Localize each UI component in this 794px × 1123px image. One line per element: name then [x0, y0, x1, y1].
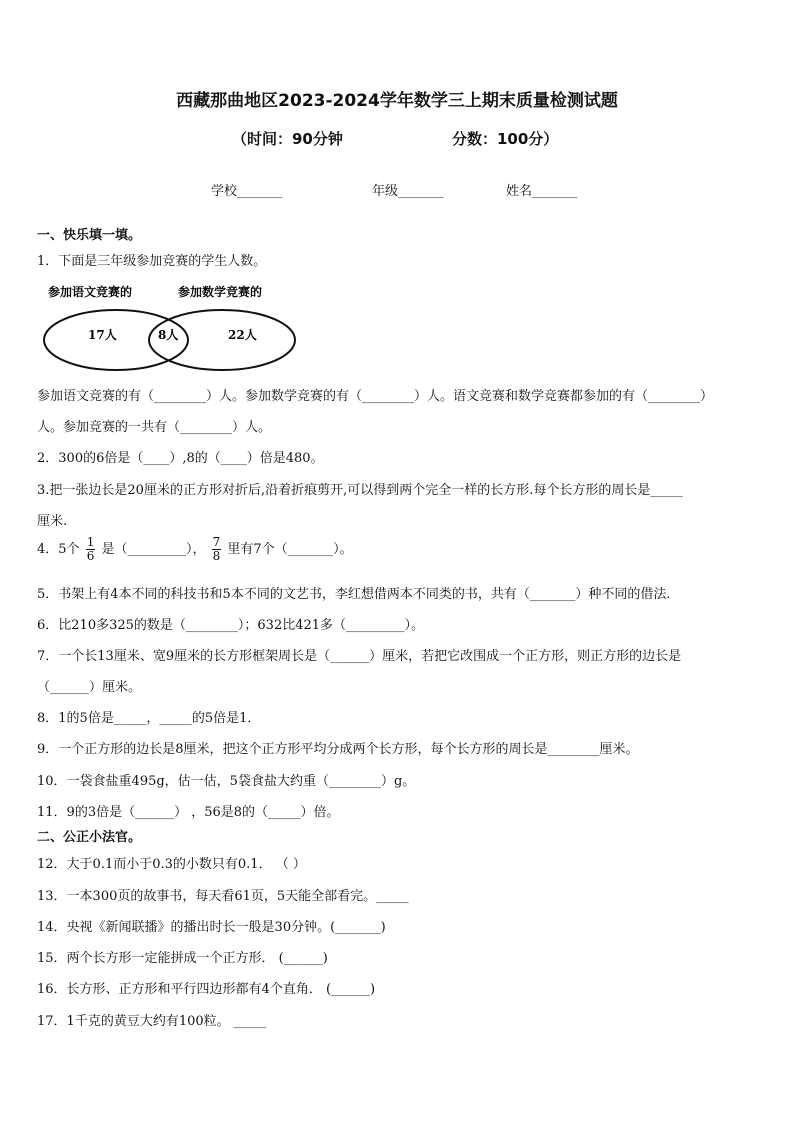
question-14: 14．央视《新闻联播》的播出时长一般是30分钟。(_______) — [37, 920, 386, 935]
question-6: 6．比210多325的数是（________）；632比421多（_________）。 — [37, 618, 425, 633]
grade-field: 年级_______ — [372, 184, 444, 199]
fraction-seven-eighths — [212, 536, 222, 563]
question-11: 11．9的3倍是（______） ，56是8的（_____）倍。 — [37, 805, 340, 820]
section-heading-fill: 一、快乐填一填。 — [37, 228, 142, 243]
question-1: 1．下面是三年级参加竞赛的学生人数。 — [37, 254, 267, 269]
school-field: 学校_______ — [211, 184, 283, 199]
question-1-blanks-line1: 参加语文竞赛的有（________）人。参加数学竞赛的有（________）人。语文竞赛和数学竞赛都参加的有（________） — [37, 389, 714, 404]
fraction-numerator: 1 — [86, 535, 95, 549]
exam-time: （时间：90分钟 — [232, 130, 343, 148]
question-3-line2: 厘米. — [37, 514, 68, 529]
question-8: 8．1的5倍是_____，_____的5倍是1． — [37, 711, 261, 726]
question-17: 17．1千克的黄豆大约有100粒。 _____ — [37, 1014, 267, 1029]
question-1-blanks-line2: 人。参加竞赛的一共有（________）人。 — [37, 420, 272, 435]
venn-diagram — [38, 280, 308, 376]
question-5: 5．书架上有4本不同的科技书和5本不同的文艺书，李红想借两本不同类的书，共有（_______）种不同的借法． — [37, 587, 680, 602]
question-13: 13．一本300页的故事书，每天看61页，5天能全部看完。_____ — [37, 889, 409, 904]
question-7-line2: （______）厘米。 — [37, 680, 142, 695]
fraction-numerator: 7 — [212, 535, 221, 549]
question-2: 2．300的6倍是（____）,8的（____）倍是480。 — [37, 451, 324, 466]
venn-label-left: 参加语文竞赛的 — [48, 285, 133, 299]
question-9: 9．一个正方形的边长是8厘米，把这个正方形平均分成两个长方形，每个长方形的周长是________厘米。 — [37, 742, 639, 757]
question-4-part-a: 4．5个 — [37, 542, 80, 557]
question-15: 15．两个长方形一定能拼成一个正方形． (______) — [37, 951, 328, 966]
question-12: 12．大于0.1而小于0.3的小数只有0.1． （ ） — [37, 857, 306, 872]
venn-both: 8人 — [158, 328, 179, 342]
venn-left-only: 17人 — [88, 328, 117, 342]
venn-label-right: 参加数学竞赛的 — [178, 285, 263, 299]
question-4-part-b: 是（_________）， — [101, 542, 206, 557]
fraction-one-sixth — [86, 536, 96, 563]
question-10: 10．一袋食盐重495g，估一估，5袋食盐大约重（________）g。 — [37, 774, 416, 789]
exam-score: 分数：100分） — [452, 130, 559, 148]
fraction-denominator: 8 — [212, 549, 221, 563]
question-7-line1: 7．一个长13厘米、宽9厘米的长方形框架周长是（______）厘米，若把它改围成一个正方形，则正方形的边长是 — [37, 649, 682, 664]
section-heading-judge: 二、公正小法官。 — [37, 830, 142, 845]
question-16: 16．长方形、正方形和平行四边形都有4个直角． (______) — [37, 982, 376, 997]
question-3-line1: 3.把一张边长是20厘米的正方形对折后,沿着折痕剪开,可以得到两个完全一样的长方形.每个长方形的周长是_____ — [37, 483, 683, 498]
venn-right-only: 22人 — [228, 328, 257, 342]
name-field: 姓名_______ — [506, 184, 578, 199]
fraction-denominator: 6 — [86, 549, 95, 563]
page-title: 西藏那曲地区2023-2024学年数学三上期末质量检测试题 — [176, 91, 618, 111]
question-4 — [37, 536, 353, 563]
question-4-part-c: 里有7个（_______）。 — [227, 542, 353, 557]
